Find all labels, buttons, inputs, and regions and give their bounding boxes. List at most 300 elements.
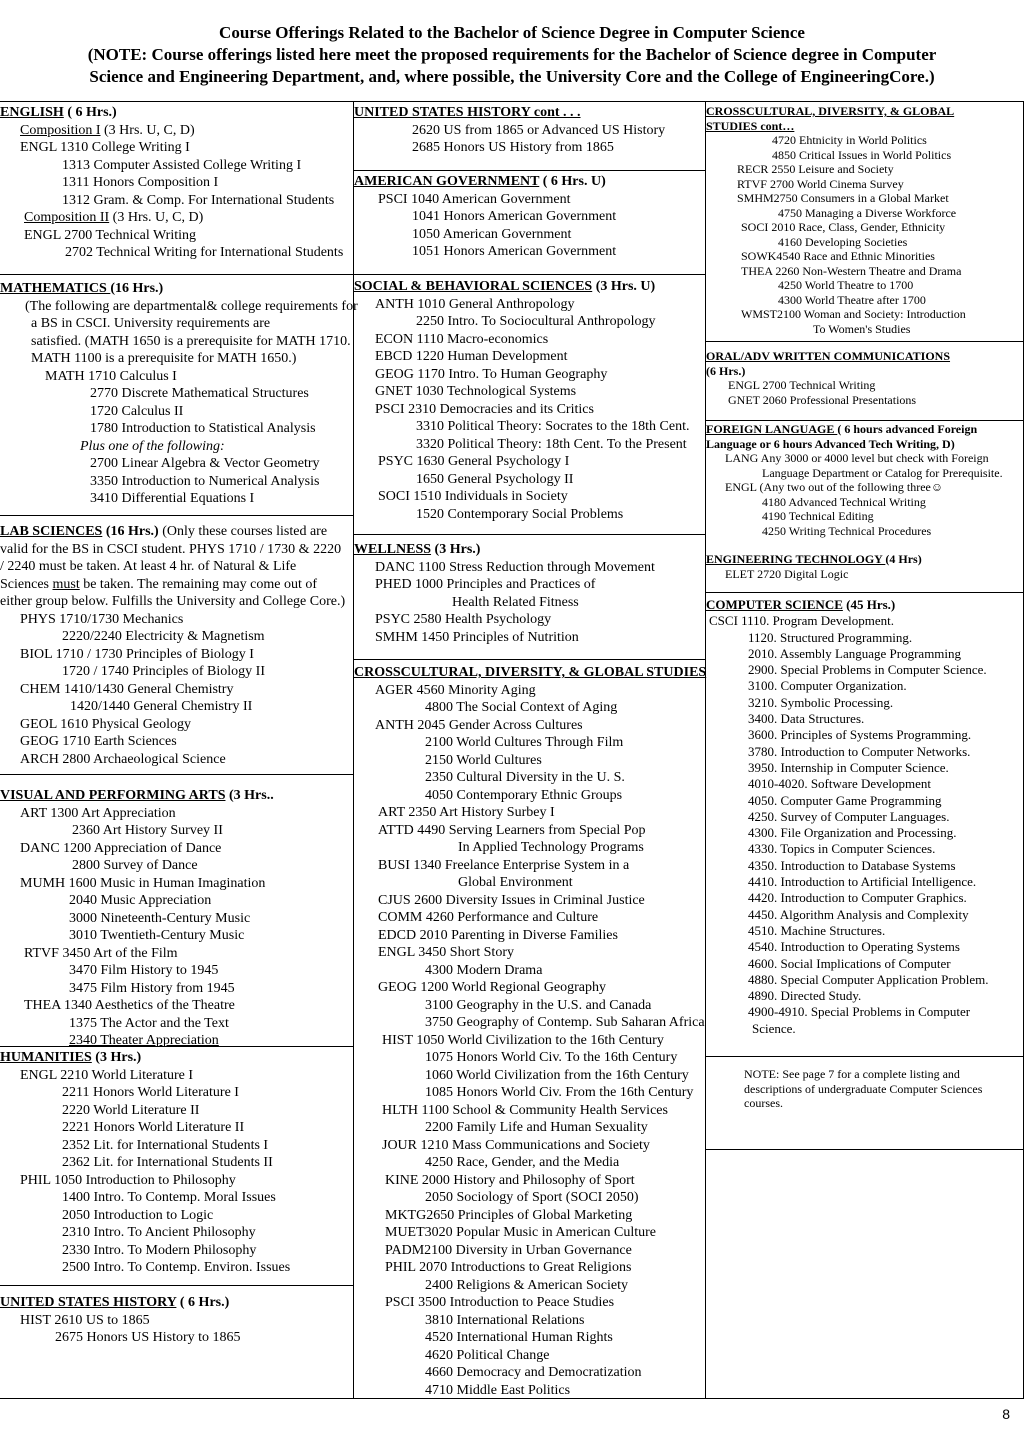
- course-line: [706, 322, 1023, 337]
- course-text: 4620 Political Change: [425, 1347, 550, 1363]
- course-line: [354, 471, 705, 489]
- course-text: THEA 2260 Non-Western Theatre and Drama: [741, 263, 962, 278]
- section-lab-sciences: [0, 523, 353, 768]
- course-text-rest: (3 Hrs. U, C, D): [109, 210, 204, 225]
- section-title-name: LAB SCIENCES: [0, 524, 103, 539]
- section-title-name: MATHEMATICS: [0, 281, 111, 296]
- course-text: 2352 Lit. for International Students I: [62, 1137, 269, 1153]
- course-text: 2800 Survey of Dance: [72, 858, 198, 873]
- course-text: Science.: [752, 1020, 796, 1036]
- course-text: ARCH 2800 Archaeological Science: [20, 751, 226, 767]
- course-line: [354, 629, 705, 647]
- course-text: 2340 Theater Appreciation: [69, 1033, 219, 1048]
- course-text: 2700 Linear Algebra & Vector Geometry: [90, 456, 320, 471]
- course-line: [706, 744, 1023, 760]
- section-title-hours: (4 Hrs): [885, 552, 922, 566]
- course-text: 2220 World Literature II: [62, 1102, 200, 1118]
- course-text: 3400. Data Structures.: [748, 711, 865, 727]
- section-humanities: [0, 1049, 353, 1277]
- course-text: PADM2100 Diversity in Urban Governance: [385, 1242, 632, 1258]
- course-line: [354, 734, 705, 752]
- course-line: [354, 1259, 705, 1277]
- course-text: GEOL 1610 Physical Geology: [20, 716, 191, 732]
- section-title-name: ENGINEERING TECHNOLOGY: [706, 552, 886, 566]
- course-text: 1780 Introduction to Statistical Analysis: [90, 421, 316, 436]
- course-text: 2685 Honors US History from 1865: [412, 140, 614, 155]
- section-title-text: Language or 6 hours Advanced Tech Writing, D): [706, 436, 955, 451]
- course-line: [0, 490, 353, 508]
- course-text: LANG Any 3000 or 4000 level but check with Foreign: [725, 451, 989, 465]
- course-text: 1400 Intro. To Contemp. Moral Issues: [62, 1190, 276, 1205]
- course-text: 3810 International Relations: [425, 1312, 585, 1328]
- course-line: [0, 139, 353, 157]
- section-title: [0, 1294, 353, 1312]
- course-text: GEOG 1200 World Regional Geography: [378, 980, 607, 995]
- course-text: SMHM2750 Consumers in a Global Market: [737, 191, 949, 205]
- course-text: Language Department or Catalog for Prerequisite.: [762, 465, 1003, 480]
- section-note: [706, 1067, 1023, 1111]
- course-line: [354, 1277, 705, 1295]
- course-text: DANC 1200 Appreciation of Dance: [20, 840, 222, 856]
- course-line: [0, 333, 353, 351]
- course-text: ENGL 1310 College Writing I: [20, 140, 190, 155]
- section-foreign-language: [706, 422, 1023, 538]
- document-header: [0, 22, 1024, 88]
- course-line: [0, 1172, 353, 1190]
- course-line: [706, 858, 1023, 874]
- course-text: 2040 Music Appreciation: [69, 893, 212, 908]
- course-line: [354, 1119, 705, 1137]
- course-line: [354, 208, 705, 226]
- course-line: [354, 559, 705, 577]
- course-text: 2900. Special Problems in Computer Science.: [748, 662, 987, 678]
- course-text: 4540. Introduction to Operating Systems: [748, 939, 960, 955]
- course-line: [706, 678, 1023, 694]
- section-engineering-technology: [706, 552, 1023, 581]
- divider: [0, 274, 353, 275]
- divider: [354, 659, 705, 660]
- divider: [0, 774, 353, 775]
- section-title-hours: (16 Hrs.): [102, 524, 159, 539]
- section-title-hours: ( 6 hours advanced Foreign: [837, 422, 978, 436]
- divider: [0, 1285, 353, 1286]
- course-line: [354, 1189, 705, 1207]
- course-text: 2330 Intro. To Modern Philosophy: [62, 1242, 257, 1258]
- course-line: [0, 611, 353, 629]
- section-title-name: ENGLISH: [0, 105, 64, 120]
- course-line: [354, 944, 705, 962]
- section-american-government: [354, 173, 705, 261]
- section-title-hours: ( 6 Hrs. U): [539, 174, 606, 189]
- course-line: [354, 1382, 705, 1400]
- course-line: [0, 663, 353, 681]
- course-line: [354, 962, 705, 980]
- divider: [0, 1046, 353, 1047]
- course-text: ENGL 2700 Technical Writing: [728, 378, 876, 392]
- course-text: PSYC 2580 Health Psychology: [375, 612, 552, 627]
- section-mathematics: [0, 280, 358, 508]
- course-line: [354, 611, 705, 629]
- course-text: GNET 2060 Professional Presentations: [728, 392, 917, 407]
- course-line: [354, 997, 705, 1015]
- course-text: 1075 Honors World Civ. To the 16th Century: [425, 1050, 678, 1065]
- course-text: 4510. Machine Structures.: [748, 922, 886, 938]
- section-title-hours: (3 Hrs.): [91, 1050, 142, 1065]
- section-title: [0, 280, 353, 298]
- course-line: [706, 613, 1023, 629]
- course-line: [354, 139, 705, 157]
- course-line: [354, 366, 705, 384]
- course-text: AGER 4560 Minority Aging: [375, 682, 536, 698]
- course-text-rest: (3 Hrs. U, C, D): [100, 122, 195, 138]
- emphasis-text: must: [52, 576, 80, 592]
- course-line: [706, 466, 1023, 481]
- course-line: [0, 209, 353, 227]
- course-text: 4450. Algorithm Analysis and Complexity: [748, 906, 969, 922]
- section-social-behavioral: [354, 278, 705, 523]
- course-line: [0, 927, 353, 945]
- section-us-history-cont: [354, 104, 705, 157]
- course-text: ENGL 2700 Technical Writing: [24, 227, 196, 243]
- course-text: ART 1300 Art Appreciation: [20, 805, 176, 821]
- course-line: [0, 1067, 353, 1085]
- course-line: [0, 751, 353, 769]
- course-text-rest: be taken. The remaining may come out of: [79, 576, 317, 592]
- course-line: [706, 841, 1023, 857]
- section-title-hours: (45 Hrs.): [842, 597, 896, 612]
- course-line: [706, 293, 1023, 308]
- course-text: PHIL 2070 Introductions to Great Religions: [385, 1260, 632, 1275]
- course-text: 3950. Internship in Computer Science.: [748, 759, 949, 775]
- course-text: MUET3020 Popular Music in American Culture: [385, 1225, 657, 1240]
- course-line: [706, 162, 1023, 177]
- course-line: [354, 787, 705, 805]
- course-text: To Women's Studies: [813, 321, 911, 336]
- course-line: [0, 822, 353, 840]
- course-text: 3320 Political Theory: 18th Cent. To the Present: [416, 436, 687, 452]
- course-text: 2221 Honors World Literature II: [62, 1120, 245, 1135]
- course-line: [354, 909, 705, 927]
- section-title: [354, 541, 705, 559]
- course-line: [0, 1329, 353, 1347]
- course-line: [354, 1032, 705, 1050]
- course-text: GEOG 1710 Earth Sciences: [20, 734, 177, 749]
- course-line: [354, 576, 705, 594]
- course-line: [706, 907, 1023, 923]
- section-oral-written: [706, 349, 1023, 407]
- course-text: 1311 Honors Composition I: [62, 175, 219, 190]
- section-wellness: [354, 541, 705, 646]
- course-line: [0, 315, 353, 333]
- section-title-hours: ( 6 Hrs.): [63, 105, 117, 120]
- course-text: 4710 Middle East Politics: [425, 1382, 571, 1398]
- course-line: [354, 506, 705, 524]
- course-line: [0, 698, 353, 716]
- course-line: [706, 148, 1023, 163]
- course-line: [0, 805, 353, 823]
- course-line: [706, 727, 1023, 743]
- course-line: [706, 509, 1023, 524]
- course-text: 4250 World Theatre to 1700: [778, 278, 914, 292]
- course-text: 4410. Introduction to Artificial Intelligence.: [748, 874, 977, 890]
- course-text: 3470 Film History to 1945: [69, 963, 219, 978]
- course-line: [706, 177, 1023, 192]
- section-title: [706, 597, 1023, 613]
- course-line: [706, 956, 1023, 972]
- section-title: [0, 104, 353, 122]
- course-line: [0, 1207, 353, 1225]
- course-text: 1312 Gram. & Comp. For International Students: [62, 192, 335, 208]
- course-text: HLTH 1100 School & Community Health Services: [382, 1102, 668, 1118]
- course-text: MATH 1100 is a prerequisite for MATH 1650.): [31, 351, 297, 366]
- course-text: 2100 World Cultures Through Film: [425, 735, 624, 750]
- course-line: [706, 939, 1023, 955]
- course-text: 2050 Introduction to Logic: [62, 1207, 214, 1223]
- course-line: [354, 348, 705, 366]
- course-text: 2362 Lit. for International Students II: [62, 1155, 273, 1170]
- course-text: Health Related Fitness: [452, 594, 579, 610]
- course-line: [706, 495, 1023, 510]
- course-text: PSCI 3500 Introduction to Peace Studies: [385, 1295, 615, 1310]
- header-note-line-1: (NOTE: Course offerings listed here meet the proposed requirements for the Bachelor of Science degree in Computer: [87, 45, 937, 64]
- course-line: [0, 1224, 353, 1242]
- section-computer-science: [706, 597, 1023, 1037]
- course-text: 2050 Sociology of Sport (SOCI 2050): [425, 1190, 639, 1205]
- course-text: MKTG2650 Principles of Global Marketing: [385, 1207, 633, 1223]
- course-text: 4890. Directed Study.: [748, 988, 862, 1004]
- course-text: 2150 World Cultures: [425, 752, 542, 768]
- section-title-hours: (3 Hrs..: [225, 788, 274, 803]
- course-text: 1375 The Actor and the Text: [69, 1015, 229, 1031]
- divider: [354, 534, 705, 535]
- course-line: [0, 1102, 353, 1120]
- course-line: [354, 682, 705, 700]
- course-line: [354, 1014, 705, 1032]
- course-text: 4160 Developing Societies: [778, 234, 908, 249]
- course-text: Plus one of the following:: [80, 438, 225, 454]
- course-line: [0, 576, 353, 594]
- course-line: [354, 874, 705, 892]
- course-text: 3000 Nineteenth-Century Music: [69, 910, 251, 926]
- course-text: 1720 / 1740 Principles of Biology II: [62, 664, 265, 679]
- course-text: 1313 Computer Assisted College Writing I: [62, 157, 302, 173]
- course-line: [706, 567, 1023, 582]
- section-title: [0, 787, 353, 805]
- course-line: [706, 972, 1023, 988]
- section-title-name: CROSSCULTURAL, DIVERSITY, & GLOBAL: [706, 104, 955, 118]
- section-us-history: [0, 1294, 353, 1347]
- course-line: [706, 206, 1023, 221]
- course-line: [0, 910, 353, 928]
- course-text: / 2240 must be taken. At least 4 hr. of Natural & Life: [0, 559, 297, 574]
- course-text: 4350. Introduction to Database Systems: [748, 857, 956, 873]
- course-text: ANTH 2045 Gender Across Cultures: [375, 717, 583, 733]
- course-line: [0, 403, 353, 421]
- course-text: 1120. Structured Programming.: [748, 629, 913, 645]
- course-text: 3210. Symbolic Processing.: [748, 694, 894, 710]
- course-line: [354, 1207, 705, 1225]
- section-title: [0, 1049, 353, 1067]
- section-title: [706, 552, 1023, 567]
- course-line: [354, 927, 705, 945]
- course-text: 3350 Introduction to Numerical Analysis: [90, 473, 320, 489]
- course-text: 2010. Assembly Language Programming: [748, 645, 962, 661]
- course-text: MATH 1710 Calculus I: [45, 368, 177, 384]
- divider: [706, 341, 1023, 342]
- course-text: either group below. Fulfills the University and College Core.): [0, 594, 346, 609]
- section-title-name: FOREIGN LANGUAGE: [706, 422, 838, 436]
- divider: [354, 170, 705, 171]
- course-line: [354, 1312, 705, 1330]
- course-text: 3475 Film History from 1945: [69, 980, 235, 996]
- course-text: EBCD 1220 Human Development: [375, 349, 568, 364]
- course-text: 4850 Critical Issues in World Politics: [772, 147, 952, 162]
- course-text: 4250 Race, Gender, and the Media: [425, 1155, 620, 1170]
- course-line: [354, 226, 705, 244]
- course-line: [706, 307, 1023, 322]
- course-text: 2211 Honors World Literature I: [62, 1085, 239, 1100]
- course-line: [706, 695, 1023, 711]
- course-text: a BS in CSCI. University requirements are: [31, 316, 271, 331]
- course-line: [354, 453, 705, 471]
- course-line: [0, 420, 353, 438]
- section-crosscultural-cont: [706, 104, 1023, 336]
- course-line: [0, 593, 353, 611]
- course-text: 1041 Honors American Government: [412, 209, 617, 224]
- course-line: [0, 1189, 353, 1207]
- section-title-name: UNITED STATES HISTORY: [0, 1295, 177, 1310]
- course-text: 3780. Introduction to Computer Networks.: [748, 743, 971, 759]
- course-line: [354, 1224, 705, 1242]
- section-title: [0, 523, 353, 541]
- section-title-note: (Only these courses listed are: [158, 524, 328, 539]
- section-title: [706, 104, 1023, 119]
- course-line: [706, 711, 1023, 727]
- course-line: [354, 296, 705, 314]
- course-line: [354, 331, 705, 349]
- course-line: [0, 438, 353, 456]
- section-title: [354, 664, 705, 682]
- section-title: [706, 422, 1023, 437]
- course-text: 4250 Writing Technical Procedures: [762, 523, 932, 538]
- course-line: [0, 875, 353, 893]
- course-line: [0, 1242, 353, 1260]
- course-text: JOUR 1210 Mass Communications and Society: [382, 1137, 650, 1153]
- course-line: [354, 243, 705, 261]
- column-2: [353, 102, 705, 1398]
- course-line: [354, 401, 705, 419]
- section-title: [354, 104, 705, 122]
- course-text: Composition I: [20, 122, 101, 138]
- course-text: SOCI 1510 Individuals in Society: [378, 489, 568, 504]
- course-line: [0, 558, 353, 576]
- course-line: [706, 524, 1023, 539]
- course-text: 4720 Ehtnicity in World Politics: [772, 133, 927, 147]
- course-text: RTVF 2700 World Cinema Survey: [737, 176, 904, 191]
- course-line: [706, 646, 1023, 662]
- section-crosscultural: [354, 664, 705, 1399]
- course-text: ANTH 1010 General Anthropology: [375, 296, 575, 312]
- course-line: [0, 733, 353, 751]
- course-text: ENGL 2210 World Literature I: [20, 1067, 194, 1083]
- section-title-name: SOCIAL & BEHAVIORAL SCIENCES: [354, 279, 593, 294]
- course-text: HIST 2610 US to 1865: [20, 1312, 150, 1328]
- column-3: [705, 102, 1024, 1398]
- course-line: [706, 480, 1023, 495]
- course-text: 4050 Contemporary Ethnic Groups: [425, 787, 623, 803]
- course-line: [354, 191, 705, 209]
- course-grid: [0, 101, 1024, 1399]
- course-text: 4250. Survey of Computer Languages.: [748, 808, 950, 824]
- course-line: [0, 1137, 353, 1155]
- section-title-name: VISUAL AND PERFORMING ARTS: [0, 788, 226, 803]
- divider: [706, 420, 1023, 421]
- course-text: Sciences: [0, 576, 53, 592]
- course-line: [354, 839, 705, 857]
- course-text: 2220/2240 Electricity & Magnetism: [62, 629, 265, 644]
- course-line: [0, 244, 353, 262]
- section-title: [354, 173, 705, 191]
- section-title: [706, 349, 1023, 364]
- course-line: [706, 1082, 1023, 1097]
- course-text: 4300 Modern Drama: [425, 962, 543, 978]
- section-title-name: ORAL/ADV WRITTEN COMMUNICATIONS: [706, 349, 951, 363]
- course-text: 2620 US from 1865 or Advanced US History: [412, 122, 666, 138]
- course-line: [0, 628, 353, 646]
- section-title-name: WELLNESS: [354, 542, 432, 557]
- course-text: 4520 International Human Rights: [425, 1330, 613, 1345]
- course-line: [0, 455, 353, 473]
- course-text: CJUS 2600 Diversity Issues in Criminal Justice: [378, 892, 645, 908]
- course-text: RTVF 3450 Art of the Film: [24, 945, 178, 961]
- section-title-text: (6 Hrs.): [706, 363, 746, 378]
- header-note-line-2: Science and Engineering Department, and, where possible, the University Core and the College of EngineeringCore.): [89, 67, 935, 86]
- course-line: [354, 122, 705, 140]
- course-text: In Applied Technology Programs: [458, 840, 644, 855]
- course-line: [354, 892, 705, 910]
- course-text: 2250 Intro. To Sociocultural Anthropology: [416, 314, 656, 329]
- course-line: [0, 681, 353, 699]
- section-title-text: STUDIES cont…: [706, 118, 795, 133]
- divider: [706, 592, 1023, 593]
- course-line: [354, 752, 705, 770]
- course-line: [706, 378, 1023, 393]
- course-text: 4880. Special Computer Application Problem.: [748, 971, 989, 987]
- course-text: 1650 General Psychology II: [416, 471, 574, 487]
- course-text: 4180 Advanced Technical Writing: [762, 494, 926, 509]
- course-text: 1520 Contemporary Social Problems: [416, 506, 624, 522]
- course-line: [706, 278, 1023, 293]
- course-text: valid for the BS in CSCI student. PHYS 1710 / 1730 & 2220: [0, 541, 342, 557]
- divider: [0, 515, 353, 516]
- course-text: 1085 Honors World Civ. From the 16th Century: [425, 1085, 694, 1100]
- course-text: CHEM 1410/1430 General Chemistry: [20, 681, 234, 697]
- course-text: 1420/1440 General Chemistry II: [70, 699, 253, 714]
- course-text: descriptions of undergraduate Computer Sciences: [744, 1081, 983, 1096]
- course-line: [354, 1242, 705, 1260]
- course-text: SOCI 2010 Race, Class, Gender, Ethnicity: [741, 220, 946, 234]
- course-text: 3750 Geography of Contemp. Sub Saharan Africa: [425, 1015, 705, 1030]
- course-line: [706, 264, 1023, 279]
- course-line: [0, 541, 353, 559]
- course-line: [0, 997, 353, 1015]
- course-text: 1050 American Government: [412, 226, 572, 242]
- course-text: 2360 Art History Survey II: [72, 823, 223, 838]
- course-line: [706, 1067, 1023, 1082]
- divider: [706, 1056, 1023, 1057]
- course-line: [354, 979, 705, 997]
- course-text: SOWK4540 Race and Ethnic Minorities: [741, 249, 935, 263]
